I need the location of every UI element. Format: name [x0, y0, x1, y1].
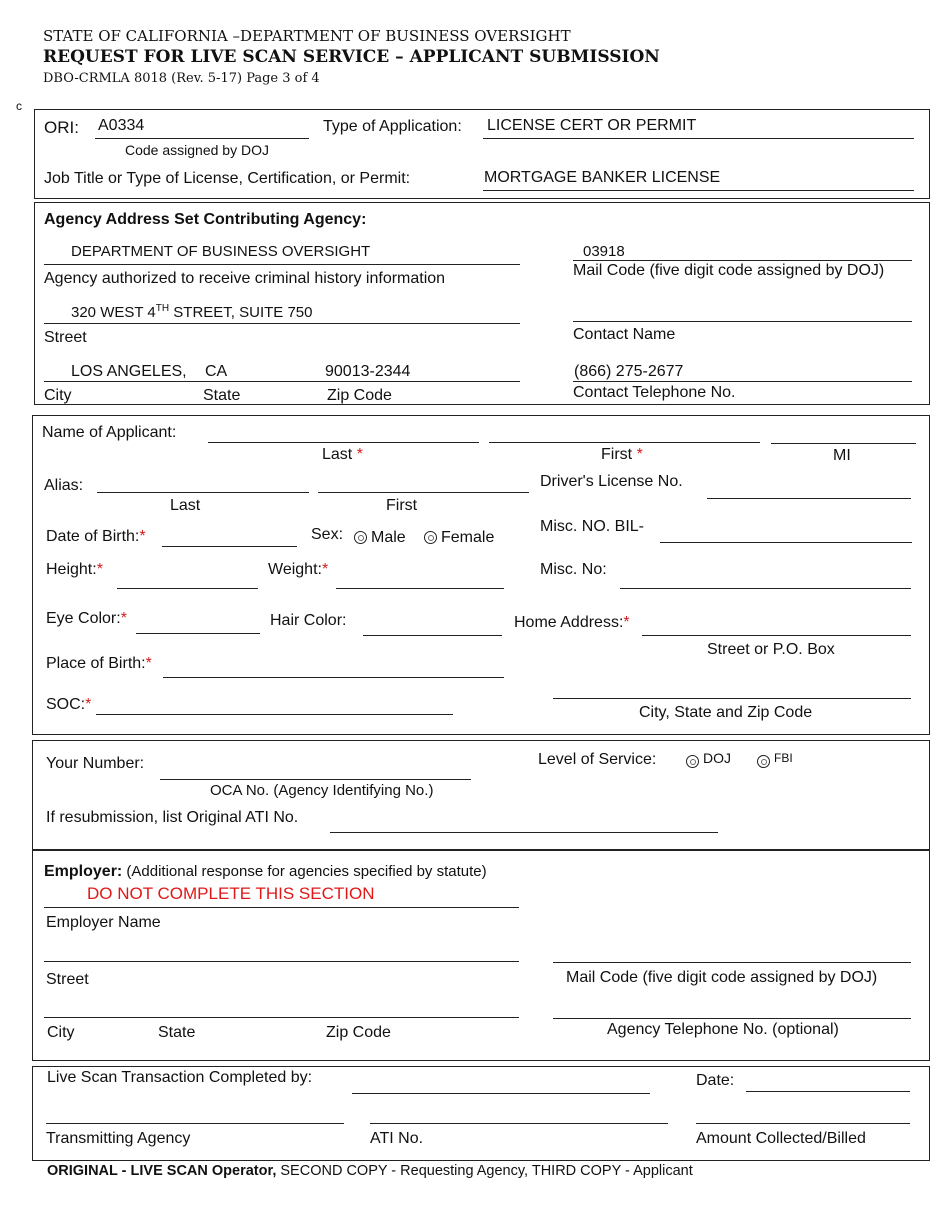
- hair-color-label: Hair Color:: [270, 612, 347, 629]
- alias-last-caption: Last: [170, 497, 201, 514]
- employer-street-caption: Street: [46, 971, 89, 988]
- employer-zip-caption: Zip Code: [326, 1024, 391, 1041]
- fbi-radio[interactable]: FBI: [757, 751, 793, 768]
- job-title-label: Job Title or Type of License, Certification, or Permit:: [44, 170, 411, 187]
- contact-name-caption: Contact Name: [573, 326, 676, 343]
- contact-phone-caption: Contact Telephone No.: [573, 384, 736, 401]
- applicant-first-line[interactable]: [489, 442, 760, 443]
- contact-name-line: [573, 321, 912, 322]
- resubmission-line[interactable]: [330, 832, 718, 833]
- date-line[interactable]: [746, 1091, 910, 1092]
- alias-first-line[interactable]: [318, 492, 529, 493]
- employer-city-line[interactable]: [44, 1017, 519, 1018]
- completed-by-label: Live Scan Transaction Completed by:: [47, 1069, 313, 1086]
- agency-street-line: [44, 323, 520, 324]
- corner-mark: c: [16, 99, 22, 113]
- soc-line[interactable]: [96, 714, 453, 715]
- fbi-radio-icon[interactable]: [757, 755, 770, 768]
- applicant-mi-line[interactable]: [771, 443, 916, 444]
- form-title: REQUEST FOR LIVE SCAN SERVICE – APPLICANT SUBMISSION: [43, 47, 660, 67]
- mail-code-line: [573, 260, 912, 261]
- applicant-last-line[interactable]: [208, 442, 479, 443]
- home-address-label: Home Address:*: [514, 614, 630, 631]
- misc-bil-label: Misc. NO. BIL-: [540, 518, 645, 535]
- application-type-label: Type of Application:: [323, 118, 462, 135]
- applicant-mi-caption: MI: [833, 447, 851, 464]
- amount-line[interactable]: [696, 1123, 910, 1124]
- drivers-license-line[interactable]: [707, 498, 911, 499]
- sex-female-radio[interactable]: Female: [424, 529, 494, 547]
- employer-mail-code-line[interactable]: [553, 962, 911, 963]
- agency-zip-value[interactable]: 90013-2344: [325, 363, 411, 380]
- female-radio-icon[interactable]: [424, 531, 437, 544]
- transmitting-agency-line[interactable]: [46, 1123, 344, 1124]
- drivers-license-label: Driver's License No.: [540, 473, 683, 490]
- job-title-line: [483, 190, 914, 191]
- agency-street-value[interactable]: 320 WEST 4TH STREET, SUITE 750: [71, 303, 313, 321]
- employer-name-caption: Employer Name: [46, 914, 161, 931]
- misc-no-line[interactable]: [620, 588, 911, 589]
- level-of-service-label: Level of Service:: [538, 751, 657, 768]
- sex-male-radio[interactable]: Male: [354, 529, 406, 547]
- contact-phone-line: [573, 381, 912, 382]
- employer-city-caption: City: [47, 1024, 75, 1041]
- employer-phone-line[interactable]: [553, 1018, 911, 1019]
- resubmission-label: If resubmission, list Original ATI No.: [46, 809, 299, 826]
- ori-line: [95, 138, 309, 139]
- doj-radio-icon[interactable]: [686, 755, 699, 768]
- dob-line[interactable]: [162, 546, 297, 547]
- amount-caption: Amount Collected/Billed: [696, 1130, 866, 1147]
- place-of-birth-label: Place of Birth:*: [46, 655, 152, 672]
- agency-state-caption: State: [203, 387, 241, 404]
- place-of-birth-line[interactable]: [163, 677, 504, 678]
- form-id: DBO-CRMLA 8018 (Rev. 5-17) Page 3 of 4: [43, 71, 320, 86]
- eye-color-line[interactable]: [136, 633, 260, 634]
- applicant-last-caption: Last *: [322, 446, 363, 463]
- contact-phone-value[interactable]: (866) 275-2677: [574, 363, 684, 380]
- hair-color-line[interactable]: [363, 635, 502, 636]
- city-state-zip-caption: City, State and Zip Code: [639, 704, 813, 721]
- alias-first-caption: First: [386, 497, 418, 514]
- completed-by-line[interactable]: [352, 1093, 650, 1094]
- employer-state-caption: State: [158, 1024, 196, 1041]
- weight-label: Weight:*: [268, 561, 329, 578]
- agency-street-caption: Street: [44, 329, 87, 346]
- employer-street-line[interactable]: [44, 961, 519, 962]
- agency-name-line: [44, 264, 520, 265]
- doj-radio[interactable]: DOJ: [686, 750, 731, 768]
- agency-zip-caption: Zip Code: [327, 387, 392, 404]
- misc-bil-line[interactable]: [660, 542, 912, 543]
- application-type-line: [483, 138, 914, 139]
- your-number-label: Your Number:: [46, 755, 145, 772]
- height-line[interactable]: [117, 588, 258, 589]
- weight-line[interactable]: [336, 588, 504, 589]
- alias-label: Alias:: [44, 477, 84, 494]
- transmitting-agency-caption: Transmitting Agency: [46, 1130, 191, 1147]
- applicant-box: [32, 415, 930, 735]
- applicant-first-caption: First *: [601, 446, 643, 463]
- date-label: Date:: [696, 1072, 735, 1089]
- alias-last-line[interactable]: [97, 492, 309, 493]
- employer-phone-caption: Agency Telephone No. (optional): [607, 1021, 839, 1038]
- agency-city-line: [44, 381, 520, 382]
- employer-name-line[interactable]: [44, 907, 519, 908]
- city-state-zip-line[interactable]: [553, 698, 911, 699]
- height-label: Height:*: [46, 561, 103, 578]
- your-number-line[interactable]: [160, 779, 471, 780]
- misc-no-label: Misc. No:: [540, 561, 607, 578]
- service-box: [32, 740, 930, 850]
- ati-line[interactable]: [370, 1123, 668, 1124]
- agency-name-value[interactable]: DEPARTMENT OF BUSINESS OVERSIGHT: [71, 243, 371, 260]
- application-type-value[interactable]: LICENSE CERT OR PERMIT: [487, 117, 697, 134]
- employer-heading: Employer: (Additional response for agencies specified by statute): [44, 863, 487, 880]
- copy-distribution-footer: ORIGINAL - LIVE SCAN Operator, SECOND COPY - Requesting Agency, THIRD COPY - Applicant: [47, 1163, 693, 1179]
- employer-mail-code-caption: Mail Code (five digit code assigned by DOJ): [566, 969, 878, 986]
- dob-label: Date of Birth:*: [46, 528, 146, 545]
- employer-warning: DO NOT COMPLETE THIS SECTION: [87, 884, 375, 903]
- street-po-caption: Street or P.O. Box: [707, 641, 835, 658]
- agency-city-caption: City: [44, 387, 72, 404]
- agency-heading: Agency Address Set Contributing Agency:: [44, 211, 367, 228]
- mail-code-value[interactable]: 03918: [583, 243, 625, 260]
- soc-label: SOC:*: [46, 696, 92, 713]
- ori-label: ORI:: [44, 118, 79, 137]
- ori-value[interactable]: A0334: [98, 117, 145, 134]
- job-title-value[interactable]: MORTGAGE BANKER LICENSE: [484, 169, 721, 186]
- home-address-line[interactable]: [642, 635, 911, 636]
- applicant-name-label: Name of Applicant:: [42, 424, 177, 441]
- eye-color-label: Eye Color:*: [46, 610, 127, 627]
- ati-caption: ATI No.: [370, 1130, 424, 1147]
- oca-caption: OCA No. (Agency Identifying No.): [210, 782, 434, 799]
- agency-state-value[interactable]: CA: [205, 363, 228, 380]
- mail-code-caption: Mail Code (five digit code assigned by DOJ): [573, 262, 885, 279]
- sex-label: Sex:: [311, 526, 344, 543]
- male-radio-icon[interactable]: [354, 531, 367, 544]
- agency-name-caption: Agency authorized to receive criminal history information: [44, 270, 446, 287]
- agency-header: STATE OF CALIFORNIA –DEPARTMENT OF BUSINESS OVERSIGHT: [43, 27, 571, 45]
- agency-city-value[interactable]: LOS ANGELES,: [71, 363, 187, 380]
- ori-caption: Code assigned by DOJ: [125, 142, 269, 158]
